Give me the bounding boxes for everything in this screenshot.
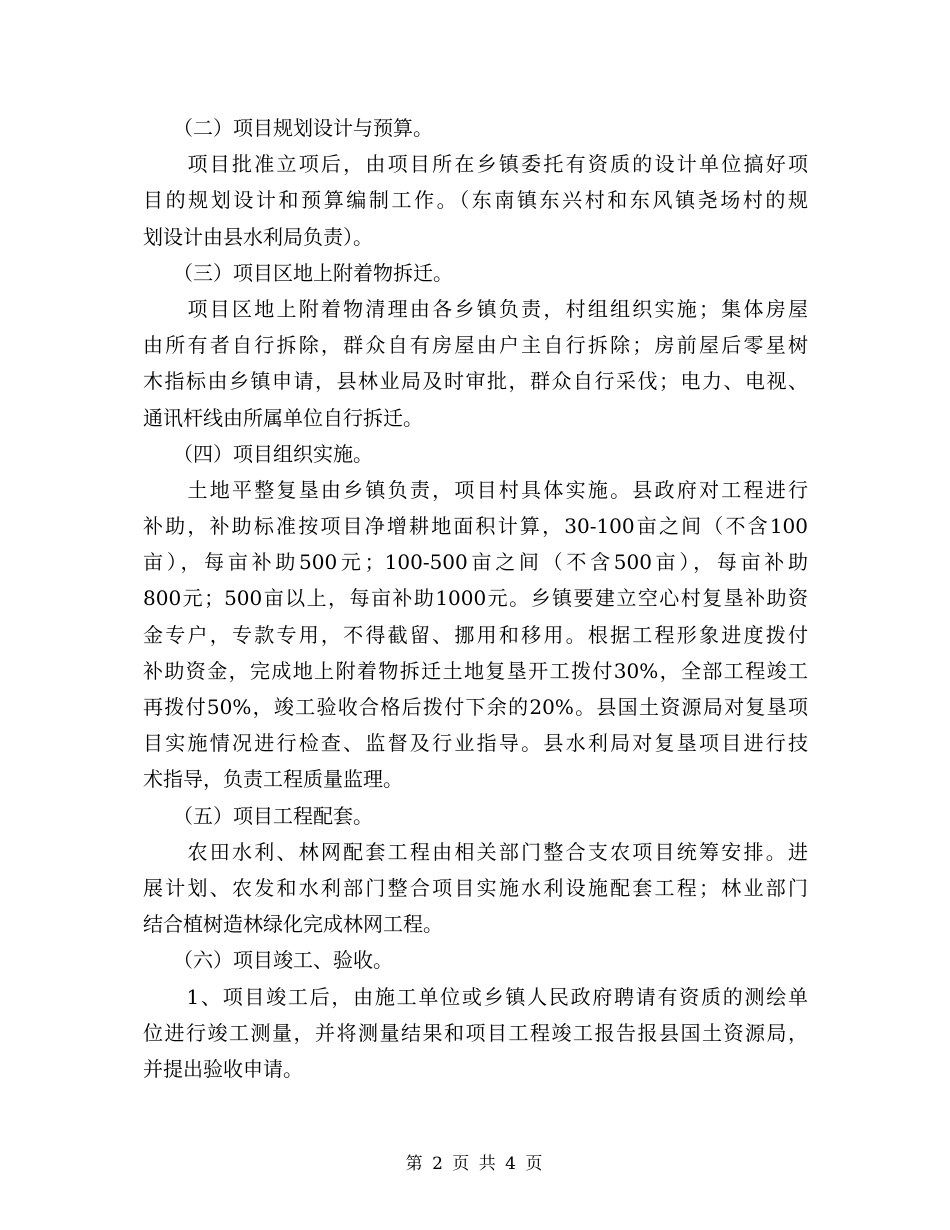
text-line: 补助资金，完成地上附着物拆迁土地复垦开工拨付30%，全部工程竣工 — [143, 658, 808, 683]
text-line: 金专户，专款专用，不得截留、挪用和移用。根据工程形象进度拨付 — [143, 622, 808, 647]
text-line: 农田水利、林网配套工程由相关部门整合支农项目统筹安排。进 — [143, 839, 808, 864]
text-line: （四）项目组织实施。 — [143, 441, 373, 466]
text-line: 800元；500亩以上，每亩补助1000元。乡镇要建立空心村复垦补助资 — [143, 586, 808, 611]
text-line: 结合植树造林绿化完成林网工程。 — [143, 912, 443, 937]
text-line: （三）项目区地上附着物拆迁。 — [143, 260, 453, 285]
text-line: 目的规划设计和预算编制工作。（东南镇东兴村和东风镇尧场村的规 — [143, 188, 808, 213]
text-line: 土地平整复垦由乡镇负责，项目村具体实施。县政府对工程进行 — [143, 477, 808, 502]
text-line: 由所有者自行拆除，群众自有房屋由户主自行拆除；房前屋后零星树 — [143, 333, 808, 358]
text-line: 项目批准立项后，由项目所在乡镇委托有资质的设计单位搞好项 — [143, 152, 808, 177]
text-line: 目实施情况进行检查、监督及行业指导。县水利局对复垦项目进行技 — [143, 731, 808, 756]
page-footer: 第 2 页 共 4 页 — [405, 1154, 545, 1174]
text-line: （五）项目工程配套。 — [143, 803, 373, 828]
document-body — [143, 110, 808, 1087]
text-line: 亩），每亩补助500元；100-500亩之间（不含500亩），每亩补助 — [143, 550, 808, 575]
text-line: 项目区地上附着物清理由各乡镇负责，村组组织实施；集体房屋 — [143, 296, 808, 321]
text-line: 通讯杆线由所属单位自行拆迁。 — [143, 405, 423, 430]
text-line: 并提出验收申请。 — [143, 1056, 303, 1081]
text-line: 划设计由县水利局负责）。 — [143, 224, 373, 249]
text-line: （六）项目竣工、验收。 — [143, 948, 393, 973]
text-line: 位进行竣工测量，并将测量结果和项目工程竣工报告报县国土资源局， — [143, 1020, 808, 1045]
text-line: （二）项目规划设计与预算。 — [143, 116, 433, 140]
text-line: 展计划、农发和水利部门整合项目实施水利设施配套工程；林业部门 — [143, 875, 808, 900]
text-line: 木指标由乡镇申请，县林业局及时审批，群众自行采伐；电力、电视、 — [143, 369, 808, 394]
text-line: 1、项目竣工后，由施工单位或乡镇人民政府聘请有资质的测绘单 — [143, 984, 808, 1009]
text-line: 术指导，负责工程质量监理。 — [143, 767, 403, 792]
text-line: 补助，补助标准按项目净增耕地面积计算，30-100亩之间（不含100 — [143, 514, 808, 539]
text-line: 再拨付50%，竣工验收合格后拨付下余的20%。县国土资源局对复垦项 — [143, 695, 808, 719]
